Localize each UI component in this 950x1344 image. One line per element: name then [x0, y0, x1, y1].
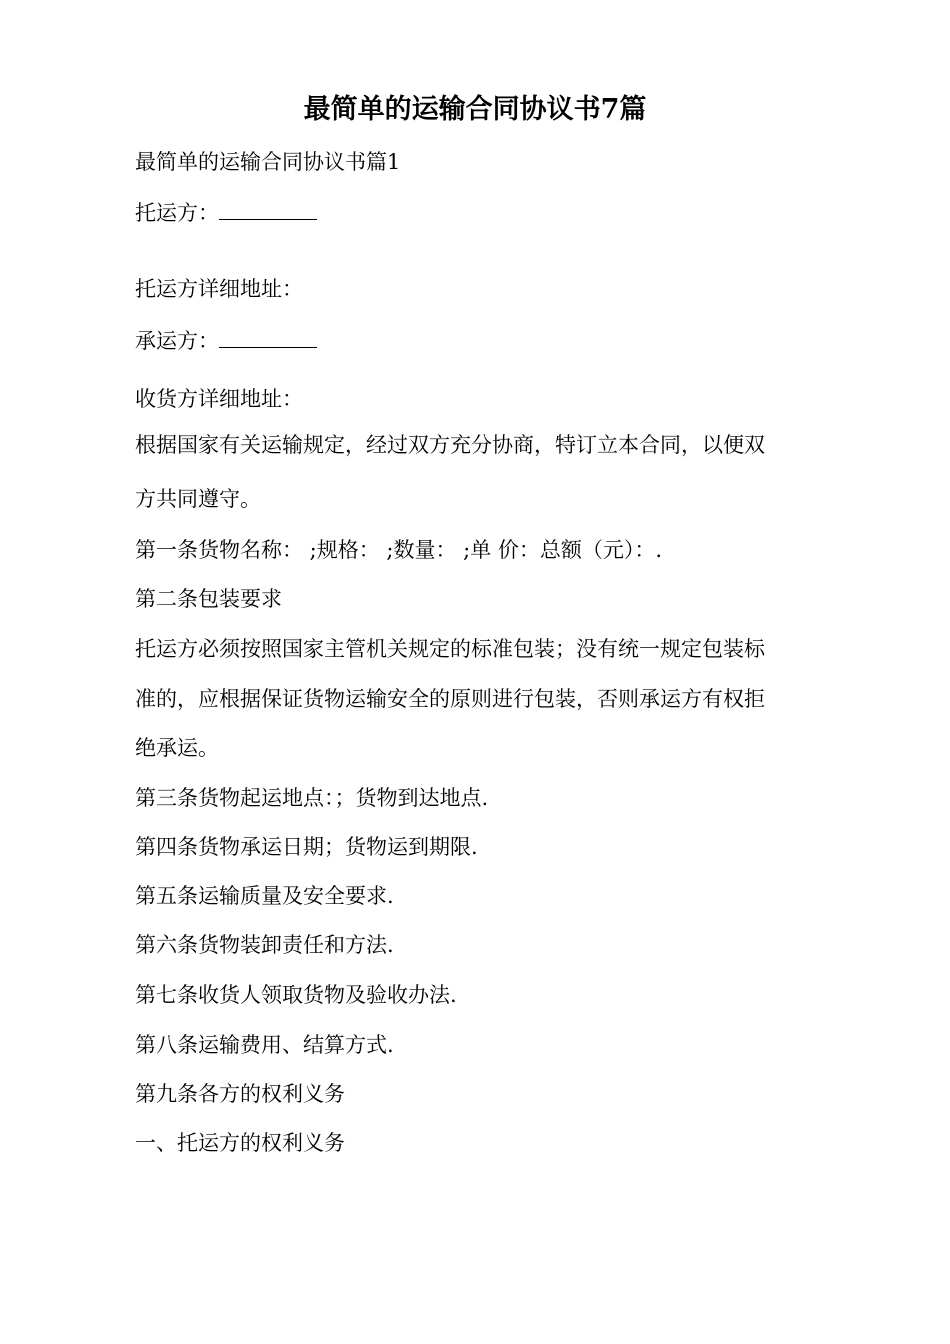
section-heading: 最简单的运输合同协议书篇1	[135, 150, 401, 174]
paragraph-line: 方共同遵守。	[135, 487, 261, 511]
document-title: 最简单的运输合同协议书7篇	[303, 94, 647, 125]
article-6-line: 第六条货物装卸责任和方法.	[135, 933, 394, 957]
paragraph-line: 托运方必须按照国家主管机关规定的标准包装；没有统一规定包装标	[135, 637, 765, 661]
article-3-line: 第三条货物起运地点：；货物到达地点.	[135, 786, 489, 810]
article-5-line: 第五条运输质量及安全要求.	[135, 884, 394, 908]
carrier-line	[135, 326, 835, 356]
shipper-blank	[219, 201, 317, 220]
shipper-address-line: 托运方详细地址：	[135, 277, 303, 301]
article-1-line: 第一条货物名称： ;规格： ;数量： ;单 价：总额（元）：.	[135, 538, 663, 562]
article-9-line: 第九条各方的权利义务	[135, 1082, 345, 1106]
article-2-line: 第二条包装要求	[135, 587, 282, 611]
carrier-blank	[219, 329, 317, 348]
shipper-line	[135, 198, 835, 228]
carrier-label: 承运方：	[135, 329, 219, 353]
article-7-line: 第七条收货人领取货物及验收办法.	[135, 983, 457, 1007]
shipper-label: 托运方：	[135, 201, 219, 225]
subsection-line: 一、托运方的权利义务	[135, 1131, 345, 1155]
paragraph-line: 准的，应根据保证货物运输安全的原则进行包装，否则承运方有权拒	[135, 687, 765, 711]
article-8-line: 第八条运输费用、结算方式.	[135, 1033, 394, 1057]
paragraph-line: 绝承运。	[135, 736, 219, 760]
article-4-line: 第四条货物承运日期；货物运到期限.	[135, 835, 478, 859]
paragraph-line: 根据国家有关运输规定，经过双方充分协商，特订立本合同，以便双	[135, 433, 765, 457]
consignee-address-line: 收货方详细地址：	[135, 387, 303, 411]
